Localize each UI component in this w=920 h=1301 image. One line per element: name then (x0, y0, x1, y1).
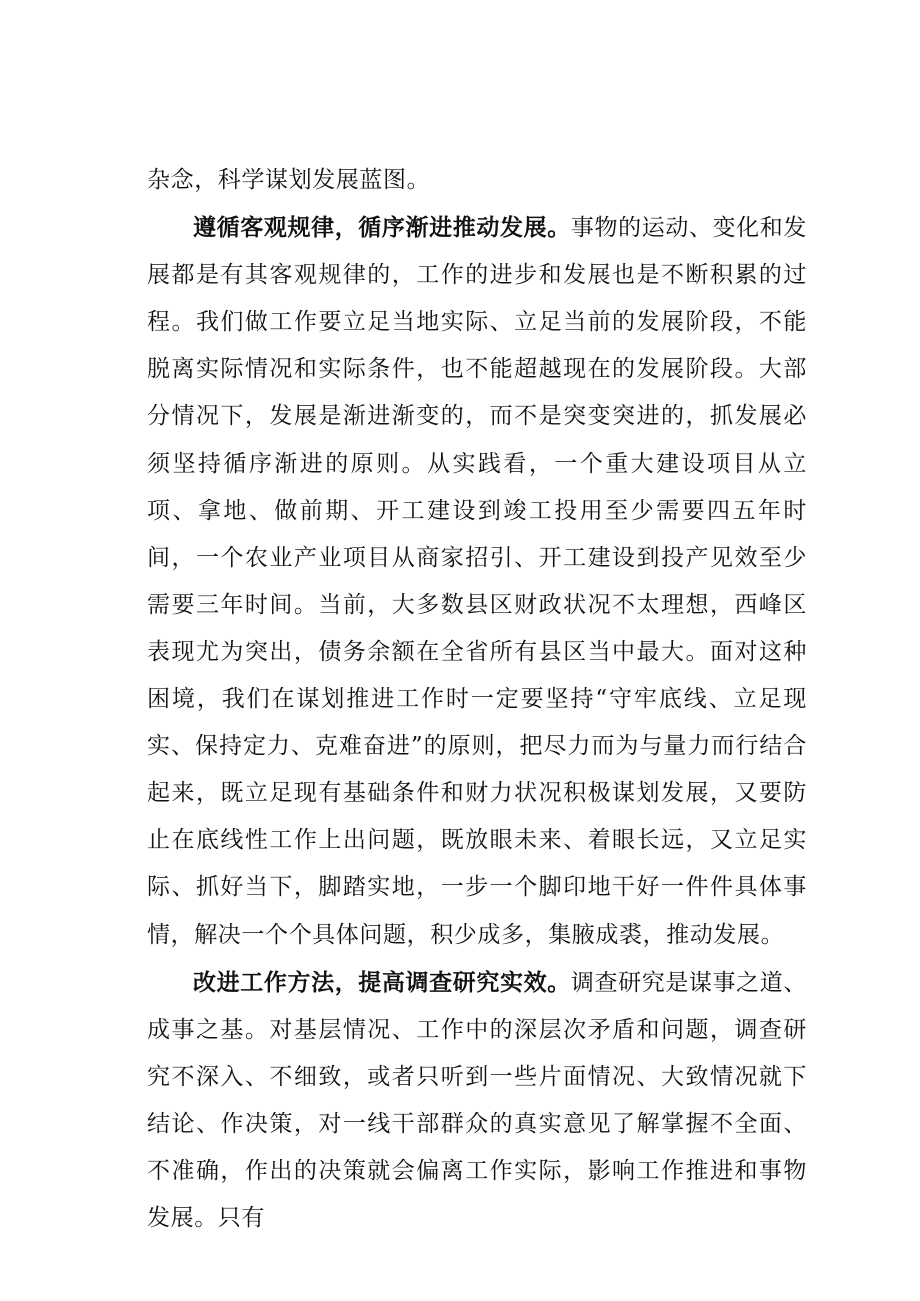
paragraph-text: 调查研究是谋事之道、成事之基。对基层情况、工作中的深层次矛盾和问题，调查研究不深入、不细致，或者只听到一些片面情况、大致情况就下结论、作决策，对一线干部群众的真实意见了解掌握不全面、不准确，作出的决策就会偏离工作实际，影响工作推进和事物发展。只有 (147, 969, 807, 1232)
document-body (147, 157, 807, 1242)
paragraph-text: 事物的运动、变化和发展都是有其客观规律的，工作的进步和发展也是不断积累的过程。我们做工作要立足当地实际、立足当前的发展阶段，不能脱离实际情况和实际条件，也不能超越现在的发展阶段。大部分情况下，发展是渐进渐变的，而不是突变突进的，抓发展必须坚持循序渐进的原则。从实践看，一个重大建设项目从立项、拿地、做前期、开工建设到竣工投用至少需要四五年时间，一个农业产业项目从商家招引、开工建设到投产见效至少需要三年时间。当前，大多数县区财政状况不太理想，西峰区表现尤为突出，债务余额在全省所有县区当中最大。面对这种困境，我们在谋划推进工作时一定要坚持“守牢底线、立足现实、保持定力、克难奋进”的原则，把尽力而为与量力而行结合起来，既立足现有基础条件和财力状况积极谋划发展，又要防止在底线性工作上出问题，既放眼未来、着眼长远，又立足实际、抓好当下，脚踏实地，一步一个脚印地干好一件件具体事情，解决一个个具体问题，积少成多，集腋成裘，推动发展。 (147, 215, 807, 948)
paragraph-work-methods (147, 959, 807, 1243)
paragraph-objective-laws (147, 204, 807, 959)
paragraph-text: 杂念，科学谋划发展蓝图。 (147, 167, 431, 193)
paragraph-continuation (147, 157, 807, 204)
paragraph-lead-heading: 遵循客观规律，循序渐进推动发展。 (193, 214, 571, 242)
paragraph-lead-heading: 改进工作方法，提高调查研究实效。 (193, 968, 571, 996)
